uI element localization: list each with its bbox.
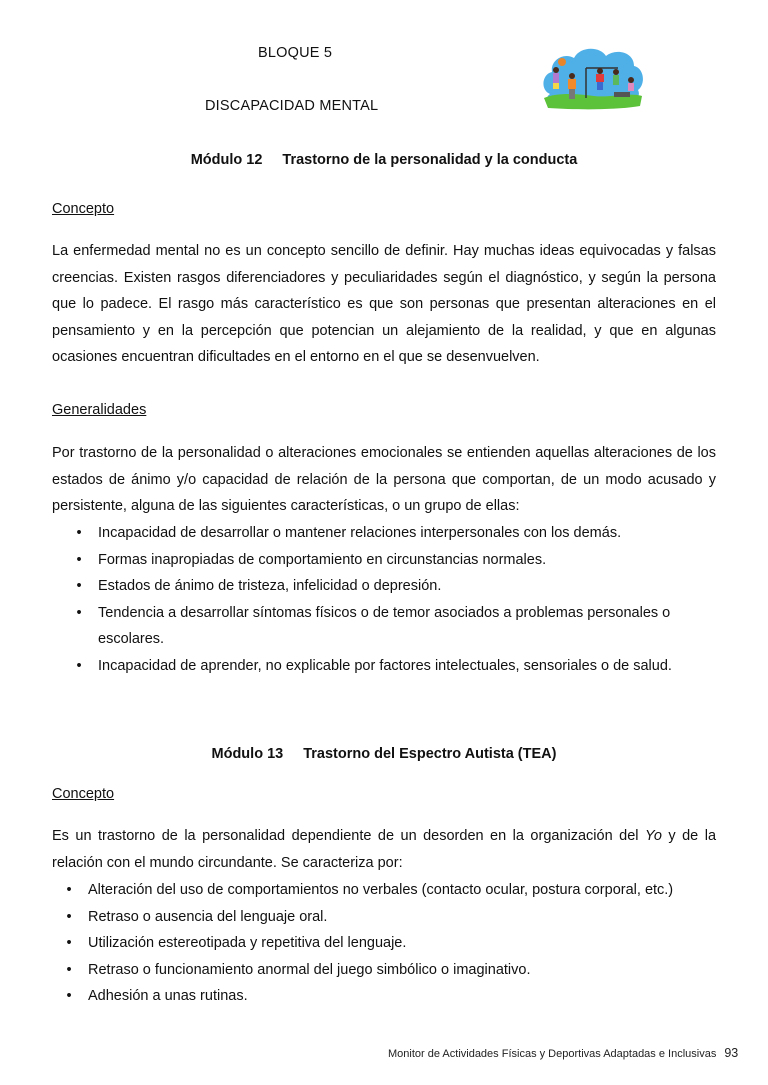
paragraph-text-part: Es un trastorno de la personalidad dependiente de un desorden en la organización del xyxy=(52,828,645,844)
module-12-number: Módulo 12 xyxy=(190,152,263,168)
bullet-icon: • xyxy=(76,657,82,674)
list-item xyxy=(52,930,716,957)
children-playing-illustration xyxy=(538,40,648,114)
module-12-generalidades-heading: Generalidades xyxy=(52,402,147,418)
bullet-icon: • xyxy=(66,908,72,925)
list-item-text: Incapacidad de desarrollar o mantener relaciones interpersonales con los demás. xyxy=(98,525,622,541)
list-item xyxy=(52,653,716,680)
list-item-text: Formas inapropiadas de comportamiento en circunstancias normales. xyxy=(98,551,547,568)
bullet-icon: • xyxy=(76,604,82,621)
module-12-characteristics-list xyxy=(52,520,716,679)
list-item-text: Retraso o funcionamiento anormal del juego simbólico o imaginativo. xyxy=(88,961,531,978)
page-number: 93 xyxy=(724,1046,739,1060)
module-13-characteristics-list xyxy=(52,877,716,1010)
list-item-text: Adhesión a unas rutinas. xyxy=(88,988,248,1004)
module-13-number: Módulo 13 xyxy=(211,746,284,762)
italic-term: Yo xyxy=(644,828,662,844)
bullet-icon: • xyxy=(66,961,72,978)
list-item xyxy=(52,520,716,547)
module-13-concepto-heading: Concepto xyxy=(52,786,115,802)
module-12-name: Trastorno de la personalidad y la conducta xyxy=(282,152,578,168)
footer-text: Monitor de Actividades Físicas y Deportivas Adaptadas e Inclusivas xyxy=(388,1048,717,1060)
module-12-generalidades-paragraph xyxy=(52,440,716,520)
block-subtitle: DISCAPACIDAD MENTAL xyxy=(205,98,379,114)
list-item xyxy=(52,983,716,1010)
paragraph-text: La enfermedad mental no es un concepto sencillo de definir. Hay muchas ideas equivocadas y falsas creencias. Existen rasgos diferenciadores y peculiaridades según el diagnóstico, y según la persona que lo padece. El rasgo más característico es que son personas que presentan alteraciones en el pensamiento y en la percepción que potencian un alejamiento de la realidad, y que en algunas ocasiones encuentran dificultades en el entorno en el que se desenvuelven. xyxy=(52,243,716,365)
module-13-concepto-paragraph xyxy=(52,823,716,876)
list-item xyxy=(52,573,716,600)
bullet-icon: • xyxy=(76,551,82,568)
page-footer xyxy=(388,1046,738,1060)
module-12-concepto-paragraph xyxy=(52,238,716,371)
bullet-icon: • xyxy=(66,935,72,951)
list-item xyxy=(52,957,716,984)
list-item-text: Utilización estereotipada y repetitiva del lenguaje. xyxy=(88,935,407,951)
module-12-title xyxy=(0,152,768,168)
bullet-icon: • xyxy=(76,525,82,541)
bullet-icon: • xyxy=(66,988,72,1004)
list-item-text: Estados de ánimo de tristeza, infelicidad o depresión. xyxy=(98,578,442,594)
list-item-text: Alteración del uso de comportamientos no verbales (contacto ocular, postura corporal, etc.) xyxy=(88,882,674,898)
module-13-name: Trastorno del Espectro Autista (TEA) xyxy=(303,746,557,762)
module-13-title xyxy=(0,746,768,762)
list-item xyxy=(52,600,716,653)
paragraph-text-part: y de la relación con el mundo circundante. Se caracteriza por: xyxy=(52,828,717,871)
list-item xyxy=(52,547,716,574)
paragraph-text xyxy=(52,823,716,876)
list-item-text: Incapacidad de aprender, no explicable por factores intelectuales, sensoriales o de salud. xyxy=(98,657,672,674)
list-item xyxy=(52,904,716,931)
list-item-text: Retraso o ausencia del lenguaje oral. xyxy=(88,908,328,925)
list-item xyxy=(52,877,716,904)
module-12-concepto-heading: Concepto xyxy=(52,201,115,217)
list-item-text: Tendencia a desarrollar síntomas físicos o de temor asociados a problemas personales o escolares. xyxy=(98,604,671,647)
paragraph-text: Por trastorno de la personalidad o alteraciones emocionales se entienden aquellas alteraciones de los estados de ánimo y/o capacidad de relación de la persona que comportan, de un modo acusado y persistente, alguna de las siguientes características, o un grupo de ellas: xyxy=(52,445,716,514)
bullet-icon: • xyxy=(76,578,82,594)
block-title: BLOQUE 5 xyxy=(258,45,333,61)
bullet-icon: • xyxy=(66,882,72,898)
